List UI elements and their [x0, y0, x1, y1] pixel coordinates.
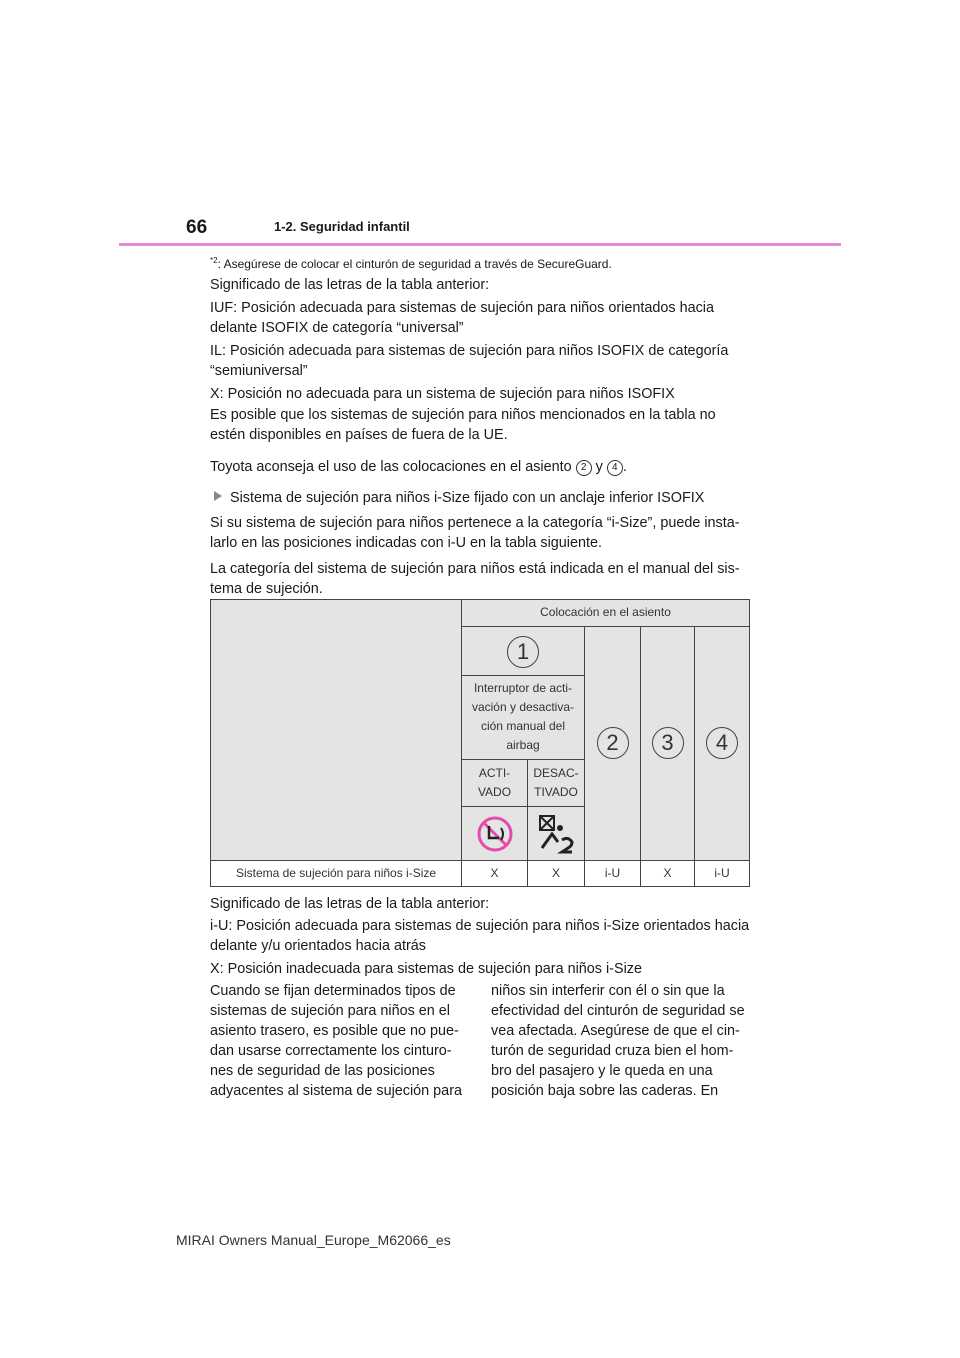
- meaning-heading: Significado de las letras de la tabla anterior:: [210, 277, 490, 293]
- seat-3-header: [641, 627, 695, 861]
- table-corner-cell: [211, 600, 462, 861]
- recommendation-text: Toyota aconseja el uso de las colocaciones en el asiento: [210, 459, 572, 475]
- seat-1-number: 1: [507, 636, 539, 668]
- airbag-on-cell: [462, 807, 528, 861]
- airbag-on-icon: [475, 814, 515, 854]
- airbag-off-icon: [534, 812, 578, 856]
- seat-2-marker: 2: [576, 460, 592, 476]
- x-isize-definition: X: Posición inadecuada para sistemas de sujeción para niños i-Size: [210, 961, 642, 977]
- seat-3-number: 3: [652, 727, 684, 759]
- column-right: niños sin interferir con él o sin que la efectividad del cinturón de seguridad se vea afectada. Asegúrese de que el cin-turón de seguridad cruza bien el hom-bro del pasajero y le queda en una posición baja sobre las caderas. En: [491, 983, 745, 1099]
- footnote-mark: *2: [210, 256, 218, 265]
- footnote: [210, 256, 612, 271]
- iuf-definition: IUF: Posición adecuada para sistemas de sujeción para niños orientados hacia delante ISOFIX de categoría “universal”: [210, 300, 714, 336]
- isize-heading-text: Sistema de sujeción para niños i-Size fijado con un anclaje inferior ISOFIX: [230, 490, 705, 506]
- row-value-1-activado: X: [462, 861, 528, 886]
- triangle-bullet-icon: [214, 491, 222, 501]
- seat-2-header: [585, 627, 641, 861]
- seat-4-number: 4: [706, 727, 738, 759]
- isize-heading: [210, 488, 750, 508]
- column-left: Cuando se fijan determinados tipos de sistemas de sujeción para niños en el asiento trasero, es posible que no pue-dan usarse correctamente los cinturo-nes de seguridad de las posiciones adyacentes al sistema de sujeción para: [210, 983, 462, 1099]
- table-header-seating: Colocación en el asiento: [462, 600, 749, 627]
- row-value-2: i-U: [585, 861, 641, 886]
- row-label: Sistema de sujeción para niños i-Size: [211, 861, 462, 886]
- footer-manual-name: MIRAI Owners Manual_Europe_M62066_es: [176, 1232, 451, 1248]
- recommendation-period: .: [622, 459, 627, 475]
- activado-label: ACTI-VADO: [462, 760, 528, 807]
- isize-paragraph-1: Si su sistema de sujeción para niños pertenece a la categoría “i-Size”, puede insta-larlo en las posiciones indicadas con i-U en la tabla siguiente.: [210, 515, 740, 551]
- airbag-switch-label: Interruptor de acti-vación y desactiva-ción manual del airbag: [462, 676, 585, 760]
- recommendation-and: y: [595, 459, 603, 475]
- x-definition: X: Posición no adecuada para un sistema de sujeción para niños ISOFIX: [210, 386, 675, 402]
- row-value-4: i-U: [714, 866, 730, 880]
- header-rule: [119, 243, 841, 246]
- desactivado-label: DESAC-TIVADO: [528, 760, 585, 807]
- footnote-text: : Asegúrese de colocar el cinturón de seguridad a través de SecureGuard.: [217, 257, 612, 271]
- seat-2-number: 2: [597, 727, 629, 759]
- seat-4-marker: 4: [607, 460, 623, 476]
- page-number: 66: [186, 217, 208, 238]
- iu-definition: i-U: Posición adecuada para sistemas de sujeción para niños i-Size orientados hacia delante y/u orientados hacia atrás: [210, 918, 750, 954]
- il-definition: IL: Posición adecuada para sistemas de sujeción para niños ISOFIX de categoría “semiuniversal”: [210, 343, 729, 379]
- eu-note: Es posible que los sistemas de sujeción para niños mencionados en la tabla no estén disponibles en países de fuera de la UE.: [210, 407, 716, 443]
- seat-1-header: [462, 627, 585, 676]
- recommendation: [210, 457, 750, 477]
- meaning-heading-2: Significado de las letras de la tabla anterior:: [210, 896, 490, 912]
- section-title: 1-2. Seguridad infantil: [274, 219, 410, 234]
- seat-4-header: [695, 627, 749, 861]
- row-value-1-desactivado: X: [528, 861, 585, 886]
- isize-paragraph-2: La categoría del sistema de sujeción para niños está indicada en el manual del sis-tema de sujeción.: [210, 561, 740, 597]
- isize-table: [210, 599, 750, 887]
- row-value-3: X: [641, 861, 695, 886]
- airbag-off-cell: [528, 807, 585, 861]
